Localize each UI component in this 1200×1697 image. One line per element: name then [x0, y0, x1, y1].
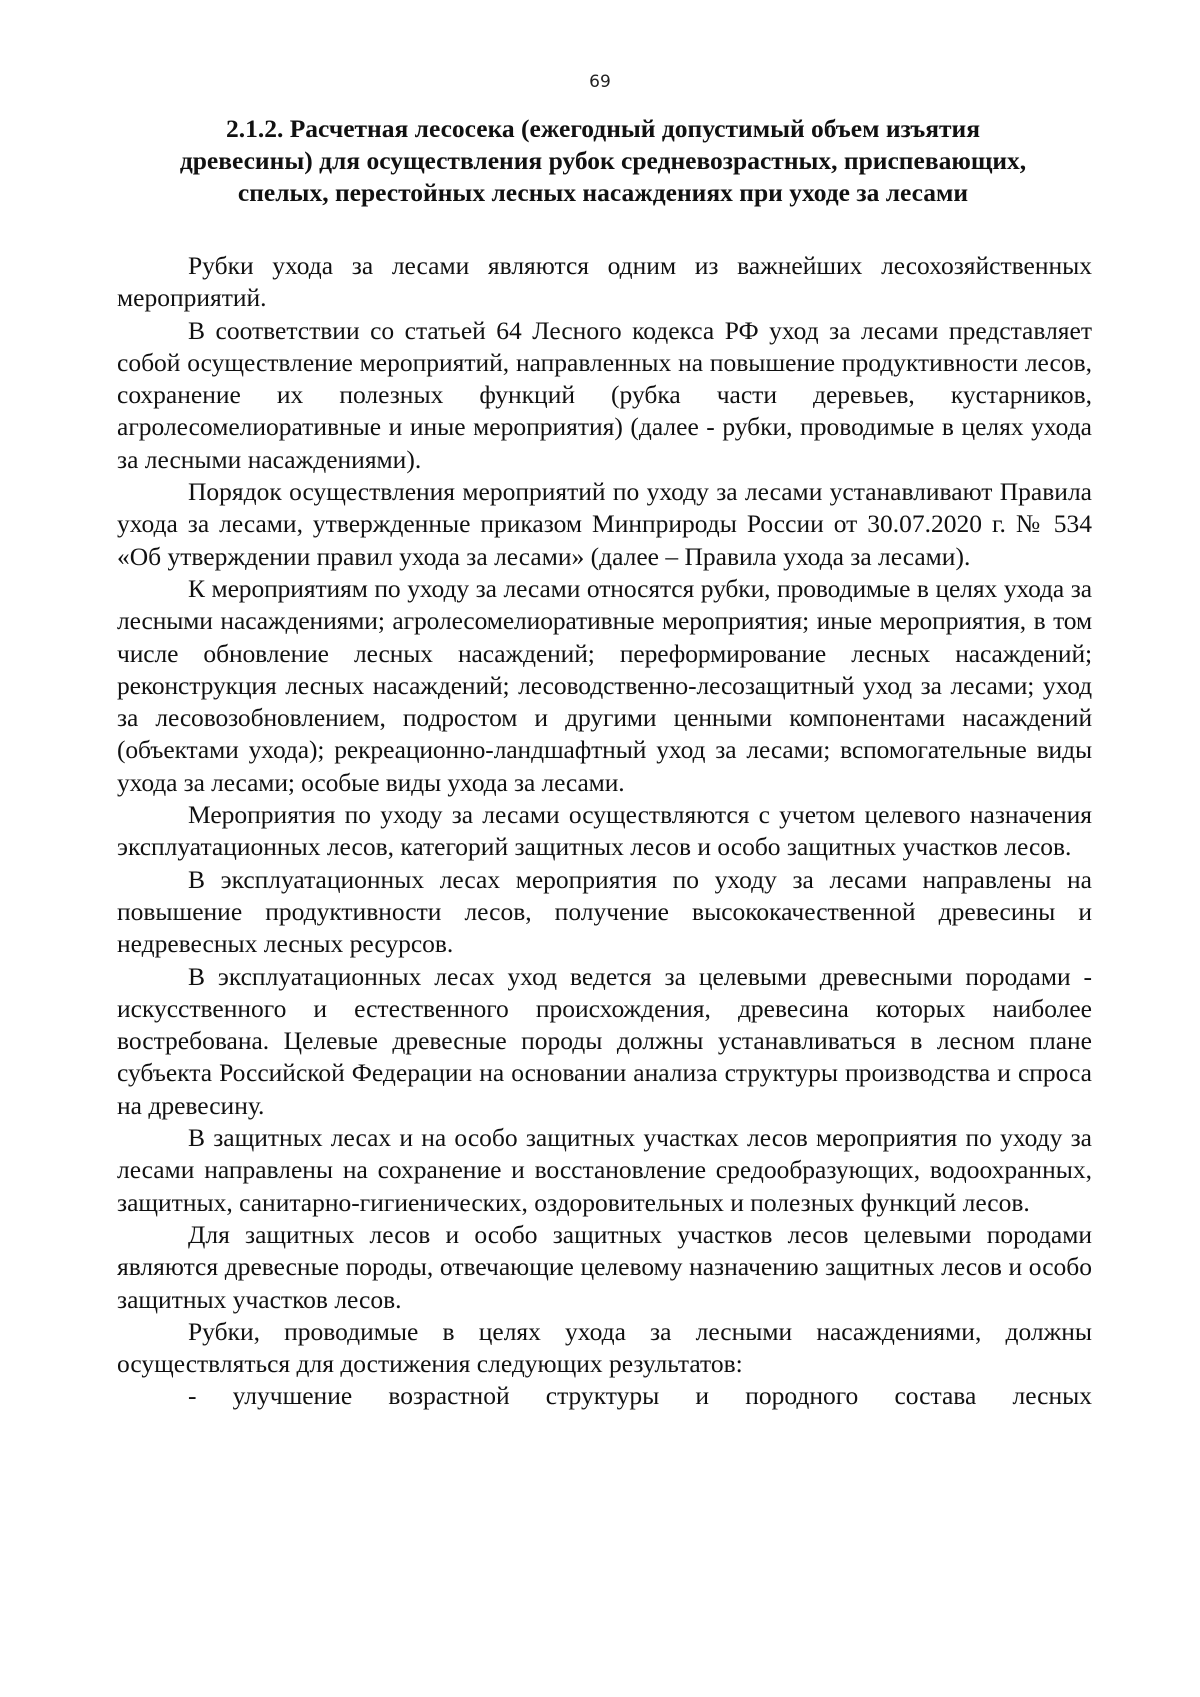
paragraph: Мероприятия по уходу за лесами осуществляются с учетом целевого назначения эксплуатационных лесов, категорий защитных лесов и особо защитных участков лесов.	[117, 800, 1092, 862]
paragraph: Порядок осуществления мероприятий по уходу за лесами устанавливают Правила ухода за лесами, утвержденные приказом Минприроды России от 30.07.2020 г. № 534 «Об утверждении правил ухода за лесами» (далее – Правила ухода за лесами).	[117, 477, 1092, 571]
paragraph: Рубки, проводимые в целях ухода за лесными насаждениями, должны осуществляться для достижения следующих результатов:	[117, 1316, 1092, 1379]
section-title-line: 2.1.2. Расчетная лесосека (ежегодный допустимый объем изъятия	[225, 114, 981, 143]
paragraph: В эксплуатационных лесах мероприятия по уходу за лесами направлены на повышение продуктивности лесов, получение высококачественной древесины и недревесных лесных ресурсов.	[117, 864, 1092, 959]
list-item: - улучшение возрастной структуры и породного состава лесных	[188, 1381, 1092, 1411]
section-title-line: древесины) для осуществления рубок средневозрастных, приспевающих,	[179, 146, 1027, 175]
page-number: 69	[589, 72, 611, 92]
paragraph: Рубки ухода за лесами являются одним из важнейших лесохозяйственных мероприятий.	[117, 251, 1092, 313]
paragraph: Для защитных лесов и особо защитных участков лесов целевыми породами являются древесные породы, отвечающие целевому назначению защитных лесов и особо защитных участков лесов.	[117, 1219, 1092, 1314]
section-title	[160, 113, 1046, 209]
section-title-line: спелых, перестойных лесных насаждениях при уходе за лесами	[237, 178, 969, 207]
paragraph: В соответствии со статьей 64 Лесного кодекса РФ уход за лесами представляет собой осуществление мероприятий, направленных на повышение продуктивности лесов, сохранение их полезных функций (рубка части деревьев, кустарников, агролесомелиоративные и иные мероприятия) (далее - рубки, проводимые в целях ухода за лесными насаждениями).	[117, 315, 1092, 474]
paragraph: В защитных лесах и на особо защитных участках лесов мероприятия по уходу за лесами направлены на сохранение и восстановление средообразующих, водоохранных, защитных, санитарно-гигиенических, оздоровительных и полезных функций лесов.	[117, 1123, 1092, 1217]
paragraph: В эксплуатационных лесах уход ведется за целевыми древесными породами - искусственного и естественного происхождения, древесина которых наиболее востребована. Целевые древесные породы должны устанавливаться в лесном плане субъекта Российской Федерации на основании анализа структуры производства и спроса на древесину.	[117, 961, 1092, 1120]
paragraph: К мероприятиям по уходу за лесами относятся рубки, проводимые в целях ухода за лесными насаждениями; агролесомелиоративные мероприятия; иные мероприятия, в том числе обновление лесных насаждений; переформирование лесных насаждений; реконструкция лесных насаждений; лесоводственно-лесозащитный уход за лесами; уход за лесовозобновлением, подростом и другими ценными компонентами насаждений (объектами ухода); рекреационно-ландшафтный уход за лесами; вспомогательные виды ухода за лесами; особые виды ухода за лесами.	[117, 573, 1092, 797]
document-body	[117, 250, 1092, 1413]
